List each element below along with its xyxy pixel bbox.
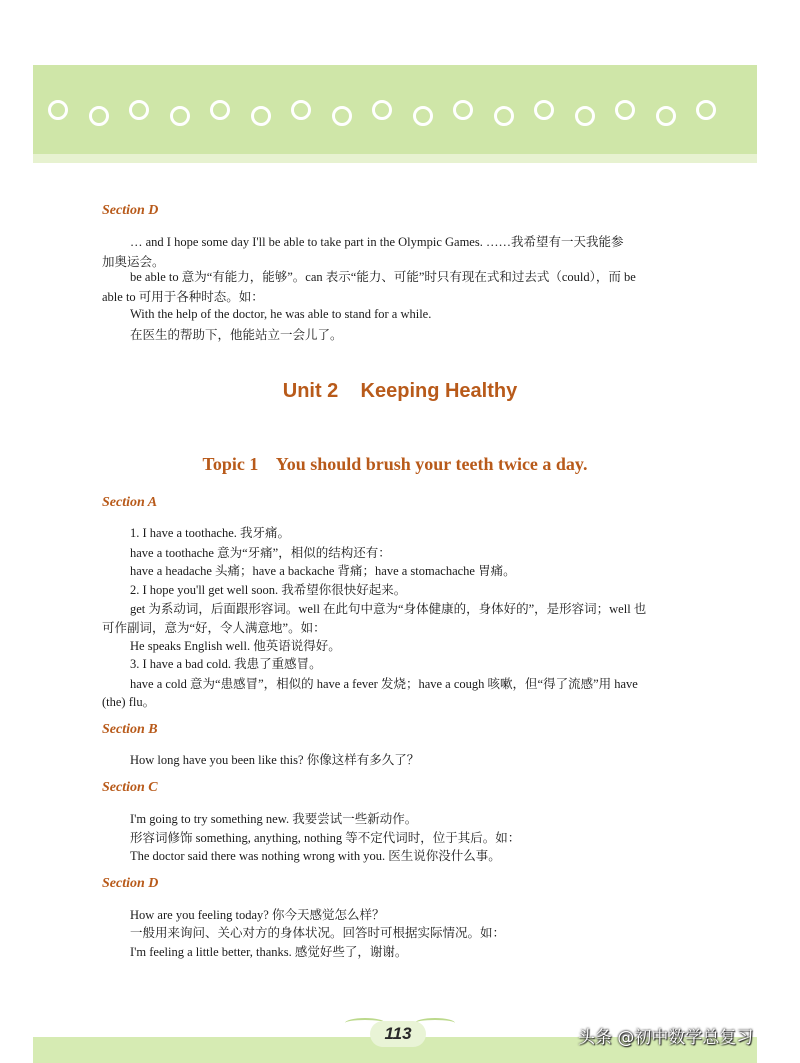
text-line: 3. I have a bad cold. 我患了重感冒。 <box>130 657 322 671</box>
ring-ornament <box>656 106 676 126</box>
ring-ornament <box>453 100 473 120</box>
text-line: 一般用来询问、关心对方的身体状况。回答时可根据实际情况。如： <box>130 926 506 940</box>
ring-ornament <box>129 100 149 120</box>
text-line: He speaks English well. 他英语说得好。 <box>130 639 341 653</box>
text-line: have a toothache 意为“牙痛”，相似的结构还有： <box>130 546 391 560</box>
text-line: able to 可用于各种时态。如： <box>102 290 264 304</box>
unit-title: Unit 2 Keeping Healthy <box>282 380 518 402</box>
text-line: … and I hope some day I'll be able to take part in the Olympic Games. ……我希望有一天我能参 <box>130 235 624 249</box>
section-heading-c: Section C <box>102 780 158 795</box>
ring-ornament <box>210 100 230 120</box>
section-heading-b: Section B <box>102 722 158 737</box>
topic-title: Topic 1 You should brush your teeth twice a day. <box>202 454 588 474</box>
page-number: 113 <box>370 1021 426 1047</box>
text-line: I'm going to try something new. 我要尝试一些新动作。 <box>130 812 418 826</box>
text-line: (the) flu。 <box>102 695 156 709</box>
section-heading-d-top: Section D <box>102 203 159 218</box>
ring-ornament <box>534 100 554 120</box>
text-line: How are you feeling today? 你今天感觉怎么样？ <box>130 908 385 922</box>
text-line: 加奥运会。 <box>102 255 165 269</box>
text-line: 在医生的帮助下，他能站立一会儿了。 <box>130 328 343 342</box>
text-line: have a headache 头痛；have a backache 背痛；have a stomachache 胃痛。 <box>130 564 516 578</box>
ring-ornament <box>89 106 109 126</box>
ring-ornament <box>170 106 190 126</box>
ring-ornament <box>48 100 68 120</box>
text-line: 2. I hope you'll get well soon. 我希望你很快好起来。 <box>130 583 407 597</box>
text-line: get 为系动词，后面跟形容词。well 在此句中意为“身体健康的，身体好的”，是形容词；well 也 <box>130 602 647 616</box>
text-line: 1. I have a toothache. 我牙痛。 <box>130 526 291 540</box>
ring-ornament <box>413 106 433 126</box>
ring-ornament <box>575 106 595 126</box>
ring-ornament <box>251 106 271 126</box>
section-heading-a: Section A <box>102 495 158 510</box>
text-line: have a cold 意为“患感冒”，相似的 have a fever 发烧；have a cough 咳嗽，但“得了流感”用 have <box>130 677 638 691</box>
watermark-text: 头条 @初中数学总复习 <box>578 1028 754 1048</box>
text-line: 形容词修饰 something, anything, nothing 等不定代词时，位于其后。如： <box>130 831 521 845</box>
text-line: I'm feeling a little better, thanks. 感觉好些了，谢谢。 <box>130 945 408 959</box>
text-line: How long have you been like this? 你像这样有多久了？ <box>130 753 420 767</box>
text-line: be able to 意为“有能力，能够”。can 表示“能力、可能”时只有现在式和过去式（could），而 be <box>130 270 636 284</box>
text-line: 可作副词，意为“好，令人满意地”。如： <box>102 621 326 635</box>
ring-ornament <box>615 100 635 120</box>
section-heading-d-bottom: Section D <box>102 876 159 891</box>
banner-stripe <box>33 154 757 163</box>
text-line: With the help of the doctor, he was able to stand for a while. <box>130 307 432 321</box>
ring-ornament <box>291 100 311 120</box>
ring-ornament <box>494 106 514 126</box>
ring-ornament <box>372 100 392 120</box>
ring-ornament <box>332 106 352 126</box>
ring-ornament <box>696 100 716 120</box>
text-line: The doctor said there was nothing wrong with you. 医生说你没什么事。 <box>130 849 501 863</box>
